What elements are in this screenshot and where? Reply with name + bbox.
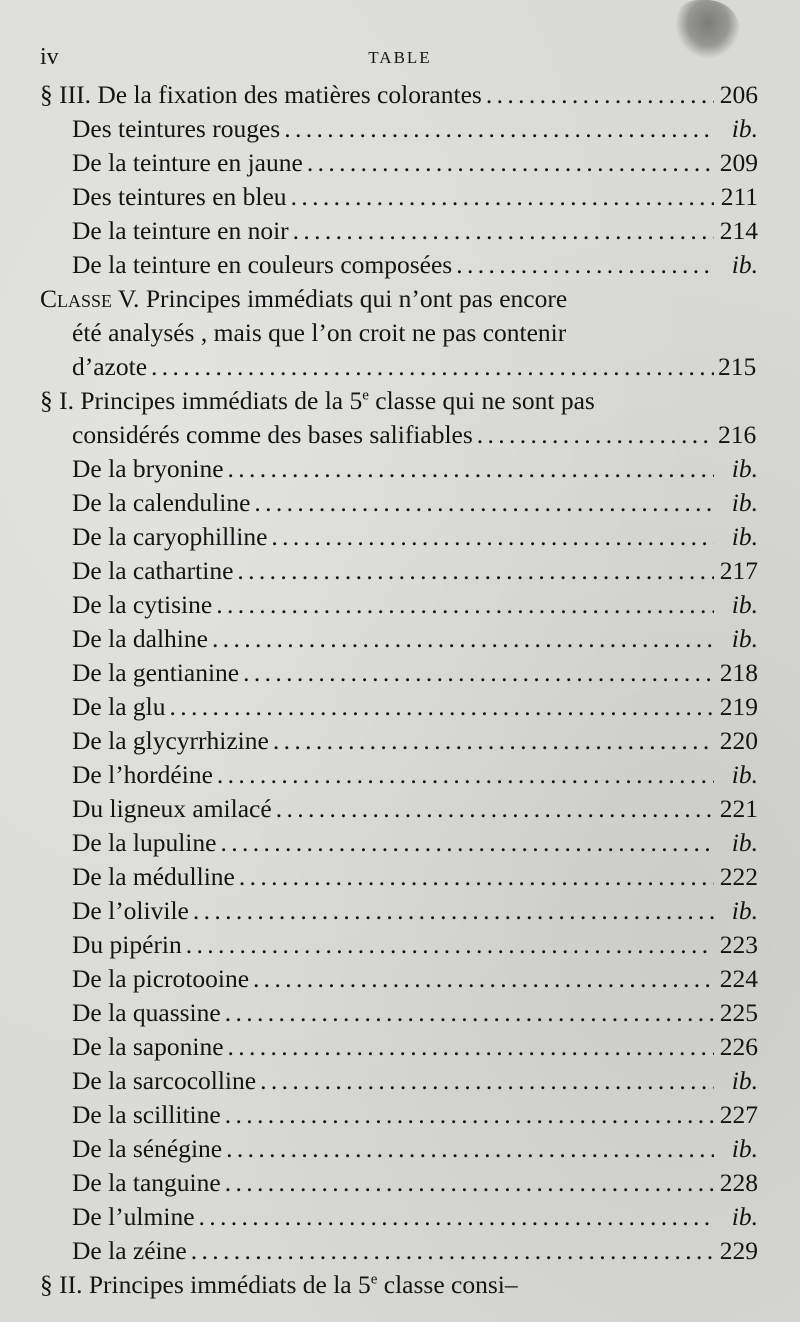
entry-title: De la bryonine [72, 454, 224, 483]
toc-entry [40, 78, 758, 112]
toc-entry [40, 1064, 758, 1098]
entry-title: De la cytisine [72, 590, 213, 619]
entry-title: De l’olivile [72, 896, 189, 925]
section-1-line-1 [40, 384, 758, 418]
page-folio: iv [40, 44, 59, 70]
dot-leader [276, 792, 714, 826]
entry-page-number: 224 [719, 964, 758, 993]
entry-title: Du ligneux amilacé [72, 794, 272, 823]
entry-page-number: 222 [719, 862, 758, 891]
dot-leader [284, 112, 714, 146]
toc-entry [40, 112, 758, 146]
entry-page-number: ib. [731, 1202, 758, 1231]
entry-title: Du pipérin [72, 930, 182, 959]
entry-page-number: ib. [731, 114, 758, 143]
entry-page-number: 220 [719, 726, 758, 755]
entry-title: De la médulline [72, 862, 235, 891]
section-2-line [40, 1268, 758, 1302]
entry-page-number: 228 [719, 1168, 758, 1197]
dot-leader [237, 554, 714, 588]
section-1-heading [40, 384, 758, 452]
entries-list [40, 78, 758, 282]
entry-page-number: ib. [731, 1134, 758, 1163]
toc-entry [40, 1234, 758, 1268]
classe-text-1: Principes immédiats qui n’ont pas encore [145, 284, 568, 313]
entry-page-number: ib. [731, 624, 758, 653]
entry-title: De la picrotooine [72, 964, 250, 993]
dot-leader [151, 350, 714, 384]
table-of-contents [40, 78, 758, 1302]
toc-entry [40, 792, 758, 826]
toc-entry [40, 656, 758, 690]
classe-label: Classe V. [40, 284, 140, 313]
section-2-text-b: classe consi– [377, 1270, 518, 1299]
entry-title: De la glycyrrhizine [72, 726, 269, 755]
entry-title: De la quassine [72, 998, 221, 1027]
entry-page-number: 229 [719, 1236, 758, 1265]
dot-leader [253, 962, 714, 996]
toc-entry [40, 996, 758, 1030]
dot-leader [477, 418, 714, 452]
entry-title: De la glu [72, 692, 166, 721]
toc-entry [40, 826, 758, 860]
section-1-text-b: classe qui ne sont pas [368, 386, 595, 415]
section-1-sup: e [362, 387, 369, 404]
entry-page-number: ib. [731, 250, 758, 279]
items-list [40, 452, 758, 1268]
section-1-text-a: § I. Principes immédiats de la 5 [40, 386, 363, 415]
entry-page-number: 206 [719, 80, 758, 109]
entry-title: De la lupuline [72, 828, 217, 857]
entry-page-number: ib. [731, 522, 758, 551]
entry-page-number: 217 [719, 556, 758, 585]
toc-entry [40, 248, 758, 282]
toc-entry [40, 1030, 758, 1064]
entry-title: De la sarcocolline [72, 1066, 257, 1095]
dot-leader [220, 826, 714, 860]
entry-page-number: 211 [720, 182, 758, 211]
entry-title: De la tanguine [72, 1168, 221, 1197]
toc-entry [40, 962, 758, 996]
entry-title: De la scillitine [72, 1100, 221, 1129]
toc-entry [40, 928, 758, 962]
dot-leader [307, 146, 714, 180]
dot-leader [228, 452, 714, 486]
dot-leader [291, 180, 714, 214]
classe-text-2: été analysés , mais que l’on croit ne pas contenir [72, 318, 567, 347]
entry-title: Des teintures rouges [72, 114, 281, 143]
entry-page-number: ib. [731, 896, 758, 925]
toc-entry [40, 1098, 758, 1132]
dot-leader [217, 758, 714, 792]
dot-leader [169, 690, 714, 724]
entry-title: De la caryophilline [72, 522, 268, 551]
entry-page-number: 226 [719, 1032, 758, 1061]
entry-page-number: 225 [719, 998, 758, 1027]
toc-entry [40, 486, 758, 520]
dot-leader [225, 1098, 714, 1132]
dot-leader [186, 928, 714, 962]
entry-page-number: 227 [719, 1100, 758, 1129]
dot-leader [271, 520, 714, 554]
toc-entry [40, 520, 758, 554]
dot-leader [226, 1132, 714, 1166]
entry-title: De la gentianine [72, 658, 240, 687]
entry-title: De la saponine [72, 1032, 224, 1061]
classe-v-line-1 [40, 282, 758, 316]
entry-page-number: 218 [719, 658, 758, 687]
toc-entry [40, 724, 758, 758]
entry-page-number: 223 [719, 930, 758, 959]
dot-leader [260, 1064, 714, 1098]
classe-v-line-2 [40, 316, 758, 350]
entry-page-number: 219 [719, 692, 758, 721]
dot-leader [216, 588, 714, 622]
toc-entry [40, 622, 758, 656]
entry-page-number: ib. [731, 488, 758, 517]
entry-page-number: ib. [731, 760, 758, 789]
entry-title: De l’hordéine [72, 760, 213, 789]
toc-entry [40, 214, 758, 248]
dot-leader [486, 78, 714, 112]
toc-entry [40, 894, 758, 928]
dot-leader [199, 1200, 714, 1234]
entry-title: De la teinture en couleurs composées [72, 250, 453, 279]
toc-entry [40, 452, 758, 486]
entry-title: § III. De la fixation des matières colorantes [40, 80, 482, 109]
dot-leader [254, 486, 714, 520]
dot-leader [228, 1030, 714, 1064]
toc-entry [40, 1200, 758, 1234]
entry-page-number: ib. [731, 590, 758, 619]
dot-leader [456, 248, 714, 282]
section-1-line-2 [40, 418, 758, 452]
entry-title: De la teinture en noir [72, 216, 289, 245]
dot-leader [293, 214, 714, 248]
toc-entry [40, 146, 758, 180]
entry-page-number: 221 [719, 794, 758, 823]
section-2-heading [40, 1268, 758, 1302]
entry-page-number: 209 [719, 148, 758, 177]
page-header [40, 44, 760, 74]
dot-leader [239, 860, 714, 894]
toc-entry [40, 554, 758, 588]
toc-entry [40, 588, 758, 622]
entry-title: De la zéine [72, 1236, 187, 1265]
entry-page-number: ib. [731, 454, 758, 483]
dot-leader [273, 724, 714, 758]
classe-text-3: d’azote [72, 352, 148, 381]
entry-title: De la calenduline [72, 488, 251, 517]
entry-page-number: ib. [731, 1066, 758, 1095]
toc-entry [40, 860, 758, 894]
entry-title: Des teintures en bleu [72, 182, 287, 211]
toc-entry [40, 758, 758, 792]
toc-entry [40, 690, 758, 724]
dot-leader [191, 1234, 714, 1268]
running-title: TABLE [368, 48, 432, 67]
toc-entry [40, 180, 758, 214]
entry-title: De la teinture en jaune [72, 148, 303, 177]
entry-page-number: 214 [719, 216, 758, 245]
classe-page: 215 [718, 352, 757, 381]
classe-v-entry [40, 282, 758, 384]
section-1-text-2: considérés comme des bases salifiables [72, 420, 473, 449]
classe-v-line-3 [40, 350, 758, 384]
dot-leader [193, 894, 714, 928]
dot-leader [225, 996, 714, 1030]
toc-entry [40, 1132, 758, 1166]
section-2-text-a: § II. Principes immédiats de la 5 [40, 1270, 371, 1299]
section-2-sup: e [370, 1271, 378, 1288]
entry-title: De l’ulmine [72, 1202, 195, 1231]
section-1-page: 216 [718, 420, 757, 449]
dot-leader [243, 656, 714, 690]
toc-entry [40, 1166, 758, 1200]
dot-leader [225, 1166, 714, 1200]
entry-title: De la sénégine [72, 1134, 223, 1163]
entry-page-number: ib. [731, 828, 758, 857]
entry-title: De la dalhine [72, 624, 208, 653]
dot-leader [212, 622, 714, 656]
entry-title: De la cathartine [72, 556, 234, 585]
